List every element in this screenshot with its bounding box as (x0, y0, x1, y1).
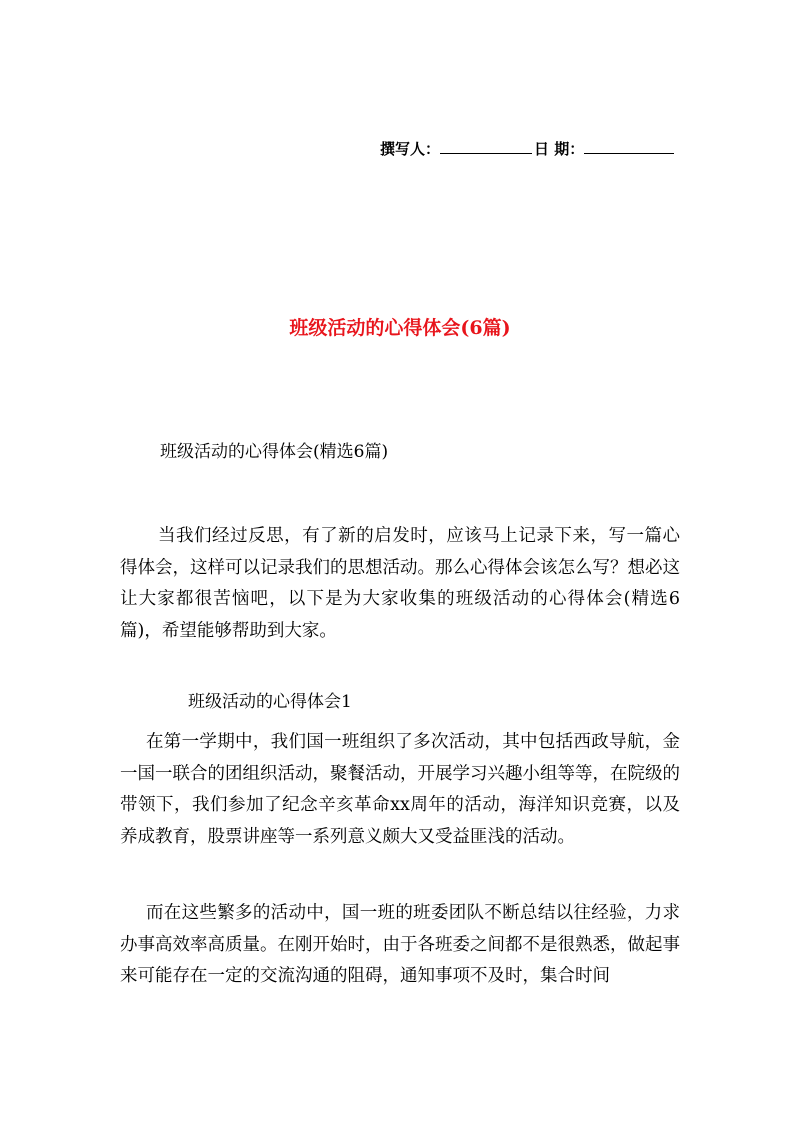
section-paragraph: 在第一学期中，我们国一班组织了多次活动，其中包括西政导航，金一国一联合的团组织活动，聚餐活动，开展学习兴趣小组等等，在院级的带领下，我们参加了纪念辛亥革命xx周年的活动，海洋知识竞赛，以及养成教育，股票讲座等一系列意义颇大又受益匪浅的活动。 (120, 732, 680, 847)
document-subtitle: 班级活动的心得体会(精选6篇) (160, 442, 389, 462)
author-date-line (380, 138, 680, 160)
document-title: 班级活动的心得体会(6篇) (289, 317, 511, 339)
date-label: 日 期： (534, 140, 585, 158)
intro-paragraph: 当我们经过反思，有了新的启发时，应该马上记录下来，写一篇心得体会，这样可以记录我们的思想活动。那么心得体会该怎么写？想必这让大家都很苦恼吧，以下是为大家收集的班级活动的心得体会(精选6篇)，希望能够帮助到大家。 (120, 526, 680, 641)
section-heading: 班级活动的心得体会1 (188, 692, 352, 712)
section-paragraph: 而在这些繁多的活动中，国一班的班委团队不断总结以往经验，力求办事高效率高质量。在刚开始时，由于各班委之间都不是很熟悉，做起事来可能存在一定的交流沟通的阻碍，通知事项不及时，集合时间 (120, 903, 680, 987)
author-blank (440, 139, 532, 154)
author-label: 撰写人： (380, 140, 441, 158)
date-blank (584, 139, 674, 154)
